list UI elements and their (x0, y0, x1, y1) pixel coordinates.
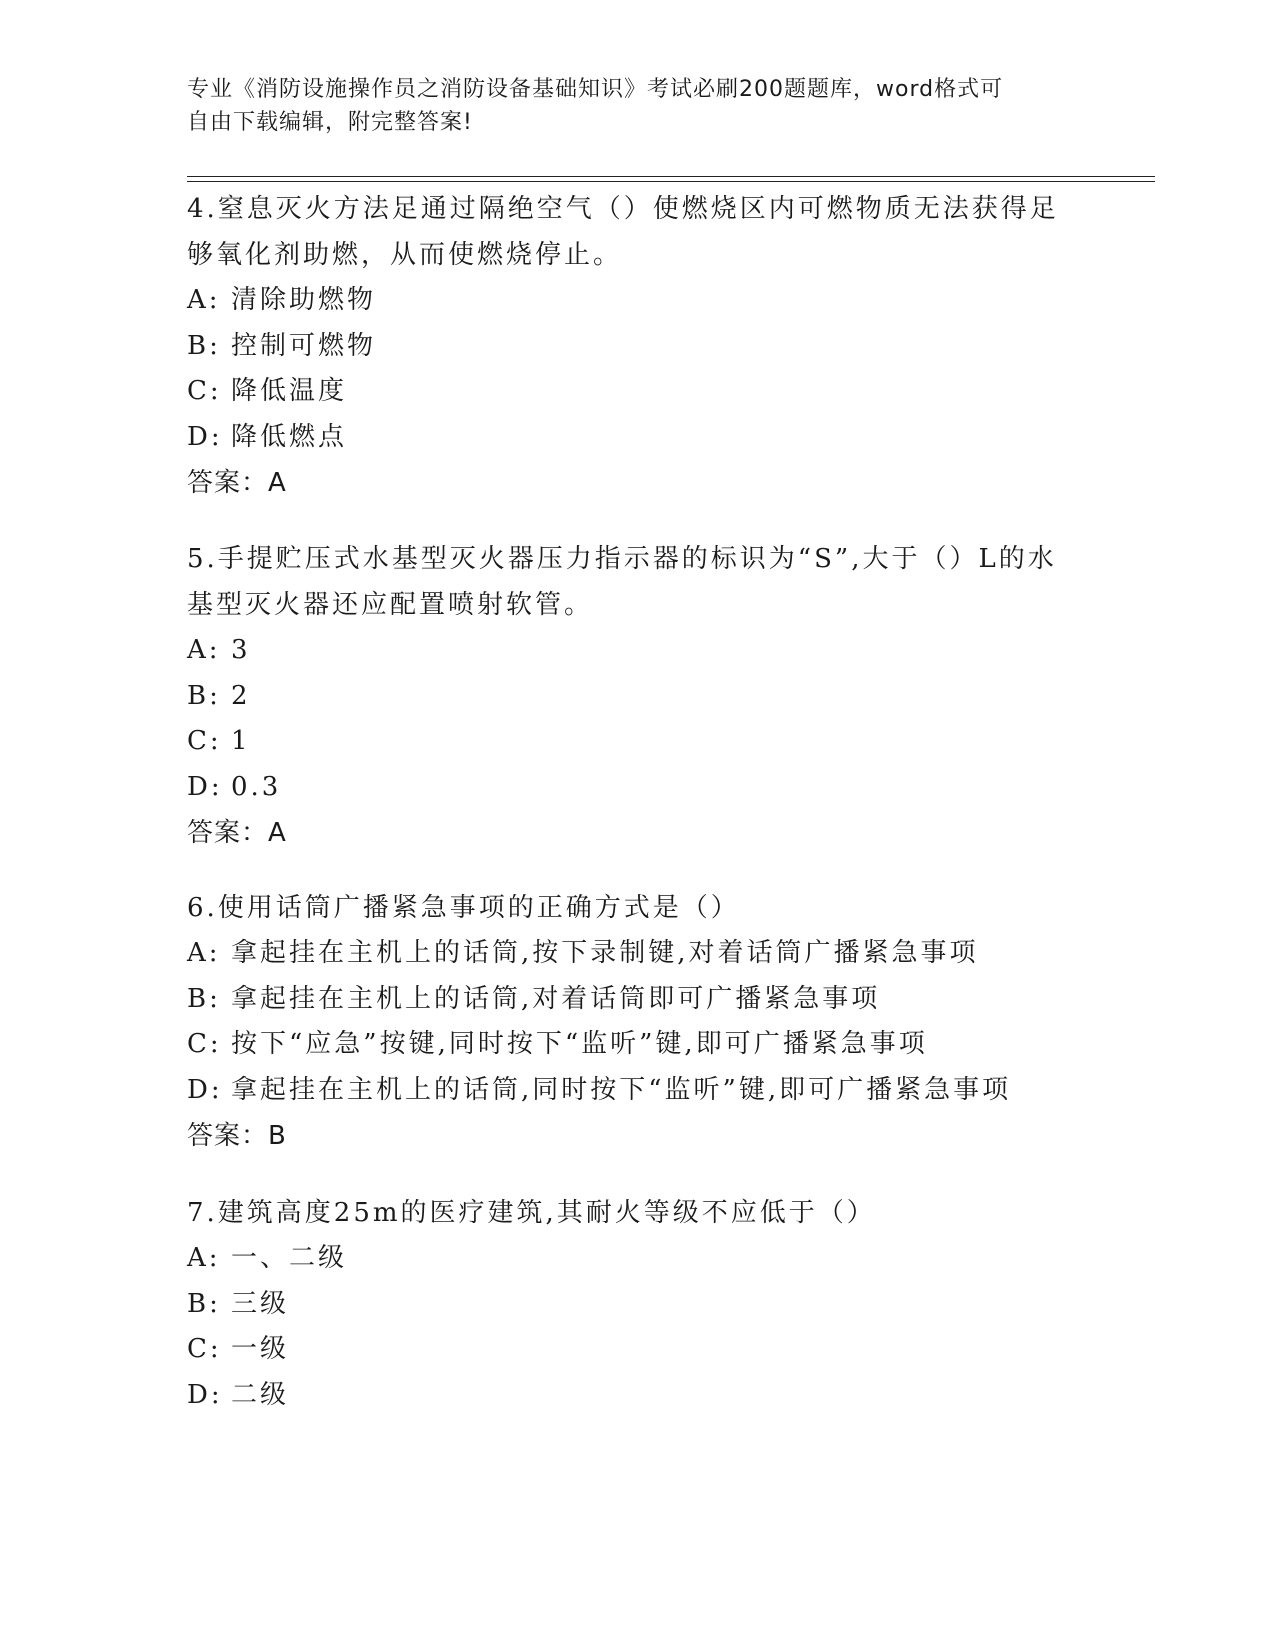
option-text: 拿起挂在主机上的话筒,对着话筒即可广播紧急事项 (231, 983, 881, 1014)
option-letter: C: (187, 1029, 222, 1059)
question-7 (187, 1190, 1087, 1418)
option-d (187, 765, 1087, 811)
option-a (187, 628, 1087, 674)
option-letter: D: (187, 1379, 223, 1410)
option-text: 拿起挂在主机上的话筒,按下录制键,对着话筒广播紧急事项 (231, 938, 979, 968)
option-d (187, 415, 1087, 461)
option-letter: B: (187, 330, 221, 361)
question-6 (187, 885, 1087, 1159)
answer: 答案：B (187, 1121, 287, 1151)
option-letter: B: (187, 983, 221, 1014)
option-text: 1 (231, 726, 251, 756)
option-letter: D: (187, 1074, 223, 1105)
option-letter: C: (187, 376, 222, 406)
option-letter: C: (187, 726, 222, 756)
answer: 答案：A (187, 468, 287, 498)
option-letter: D: (187, 771, 223, 802)
option-a (187, 1236, 1087, 1282)
option-b (187, 674, 1087, 720)
option-letter: D: (187, 421, 223, 452)
option-d (187, 1373, 1087, 1419)
option-text: 控制可燃物 (231, 330, 377, 361)
question-stem-line-1: 7.建筑高度25m的医疗建筑,其耐火等级不应低于（） (187, 1198, 876, 1228)
option-text: 三级 (231, 1288, 290, 1319)
option-letter: A: (187, 938, 221, 968)
option-text: 拿起挂在主机上的话筒,同时按下“监听”键,即可广播紧急事项 (231, 1074, 1012, 1105)
option-b (187, 977, 1087, 1023)
option-b (187, 324, 1087, 370)
option-letter: A: (187, 285, 221, 315)
option-text: 0.3 (231, 771, 282, 802)
option-letter: C: (187, 1334, 222, 1364)
option-b (187, 1282, 1087, 1328)
option-text: 二级 (231, 1379, 290, 1410)
header-title-line-2: 自由下载编辑，附完整答案! (187, 110, 473, 135)
header-divider-top (187, 176, 1155, 177)
option-text: 一级 (231, 1334, 290, 1364)
question-stem-line-2: 基型灭火器还应配置喷射软管。 (187, 590, 594, 620)
option-text: 按下“应急”按键,同时按下“监听”键,即可广播紧急事项 (231, 1029, 928, 1059)
question-stem-line-1: 6.使用话筒广播紧急事项的正确方式是（） (187, 893, 740, 923)
option-letter: A: (187, 1243, 221, 1273)
option-c (187, 1022, 1087, 1068)
header-title-line-1: 专业《消防设施操作员之消防设备基础知识》考试必刷200题题库，word格式可 (187, 77, 1004, 102)
option-letter: B: (187, 1288, 221, 1319)
option-letter: A: (187, 635, 221, 665)
answer: 答案：A (187, 818, 287, 848)
question-5 (187, 536, 1087, 856)
document-header (187, 73, 1087, 139)
option-text: 清除助燃物 (231, 285, 377, 315)
option-c (187, 719, 1087, 765)
option-text: 降低温度 (231, 376, 348, 406)
option-a (187, 931, 1087, 977)
option-text: 3 (231, 635, 251, 665)
option-c (187, 1327, 1087, 1373)
option-letter: B: (187, 680, 221, 711)
question-4 (187, 186, 1087, 506)
header-divider-bottom (187, 181, 1155, 182)
question-stem-line-2: 够氧化剂助燃，从而使燃烧停止。 (187, 240, 623, 270)
option-a (187, 278, 1087, 324)
question-stem-line-1: 4.窒息灭火方法足通过隔绝空气（）使燃烧区内可燃物质无法获得足 (187, 194, 1059, 224)
option-text: 一、二级 (231, 1243, 348, 1273)
option-text: 2 (231, 680, 251, 711)
option-c (187, 369, 1087, 415)
question-stem-line-1: 5.手提贮压式水基型灭火器压力指示器的标识为“S”,大于（）L的水 (187, 544, 1057, 574)
option-d (187, 1068, 1087, 1114)
option-text: 降低燃点 (231, 421, 348, 452)
